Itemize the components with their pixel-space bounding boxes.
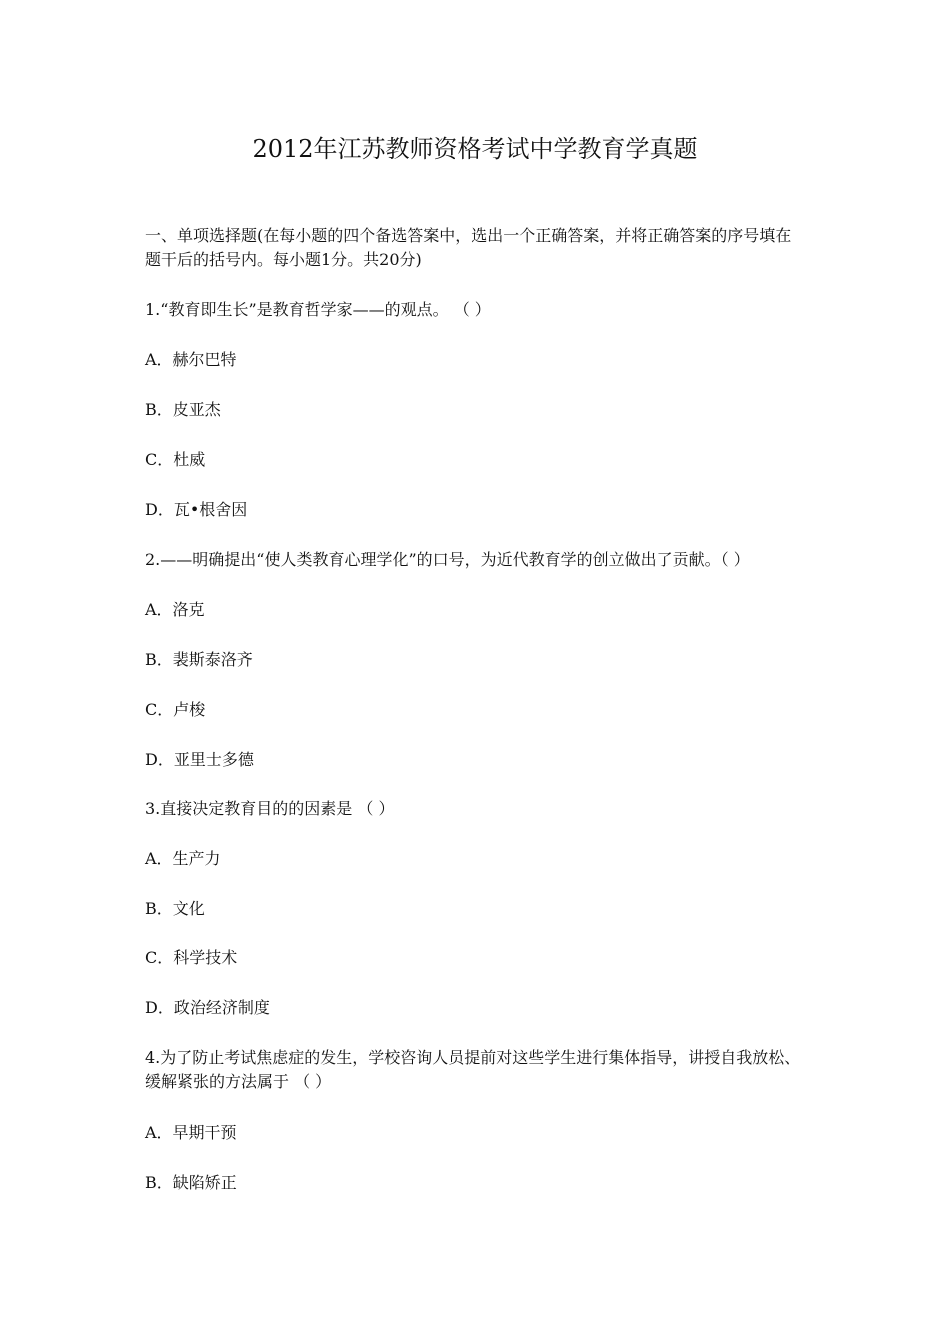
question-4-option-a: A．早期干预 [145,1123,237,1142]
section-header-line-2: 题干后的括号内。每小题1分。共20分) [145,250,422,269]
question-2-option-a: A．洛克 [145,600,205,619]
question-1-stem: 1.“教育即生长”是教育哲学家——的观点。 （ ） [145,300,491,319]
question-2-option-b: B．裴斯泰洛齐 [145,650,253,669]
question-4-stem-line-1: 4.为了防止考试焦虑症的发生，学校咨询人员提前对这些学生进行集体指导，讲授自我放松、 [145,1048,801,1067]
question-3-option-c: C．科学技术 [145,948,238,967]
question-1-option-a: A．赫尔巴特 [145,350,237,369]
question-1-option-d: D．瓦•根舍因 [145,500,248,519]
question-4-option-b: B．缺陷矫正 [145,1173,237,1192]
question-2-stem: 2.——明确提出“使人类教育心理学化”的口号，为近代教育学的创立做出了贡献。（ ） [145,550,750,569]
question-3-stem: 3.直接决定教育目的的因素是 （ ） [145,799,395,818]
question-1-option-b: B．皮亚杰 [145,400,221,419]
question-2-option-c: C．卢梭 [145,700,206,719]
document-title: 2012年江苏教师资格考试中学教育学真题 [252,135,698,163]
question-2-option-d: D．亚里士多德 [145,750,254,769]
question-3-option-d: D．政治经济制度 [145,998,270,1017]
question-4-stem-line-2: 缓解紧张的方法属于 （ ） [145,1072,332,1091]
question-1-option-c: C．杜威 [145,450,206,469]
question-3-option-b: B．文化 [145,899,205,918]
section-header-line-1: 一、单项选择题(在每小题的四个备选答案中，选出一个正确答案，并将正确答案的序号填在 [145,226,792,245]
question-3-option-a: A．生产力 [145,849,221,868]
